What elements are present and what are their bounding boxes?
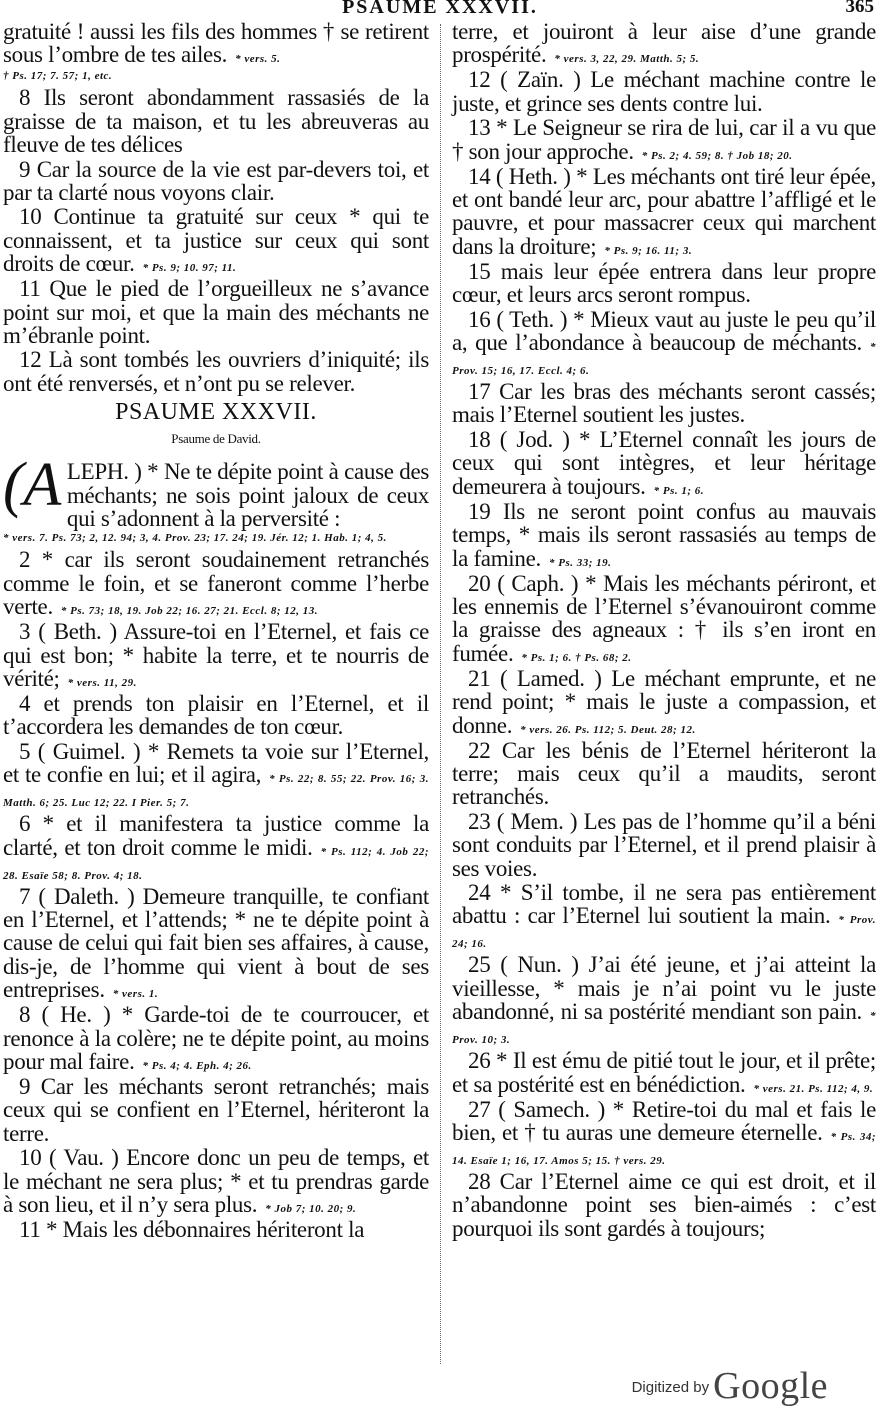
verse-text: terre, et jouiront à leur aise d’une grande prospérité. * vers. 3, 22, 29. Matth. 5; 5. [452, 19, 876, 68]
verse-text: 19 Ils ne seront point confus au mauvais temps, * mais ils seront rassasiés au temps de la famine. * Ps. 33; 19. [452, 498, 876, 571]
verse-text: 15 mais leur épée entrera dans leur propre cœur, et leurs arcs seront rompus. [452, 258, 876, 308]
verse-text: 12 Là sont tombés les ouvriers d’iniquité; ils ont été renversés, et n’ont pu se relever. [3, 347, 429, 396]
verse-text: 5 ( Guimel. ) * Remets ta voie sur l’Eternel, et te confie en lui; et il agira, * Ps. 22; 8. 55; 22. Prov. 16; 3. Matth. 6; 25. Luc 12; 22. I Pier. 5; 7. [3, 738, 429, 810]
digitized-label: Digitized by [631, 1379, 710, 1396]
verse-text: 6 * et il manifestera ta justice comme la clarté, et ton droit comme le midi. * Ps. 112; 4. Job 22; 28. Esaïe 58; 8. Prov. 4; 18. [3, 811, 429, 882]
verse-text: 9 Car la source de la vie est par-devers toi, et par ta clarté nous voyons clair. [3, 156, 429, 206]
cross-reference: * Ps. 2; 4. 59; 8. † Job 18; 20. [641, 149, 793, 162]
cross-reference: * Ps. 4; 4. Eph. 4; 26. [142, 1060, 252, 1072]
verse-text: 25 ( Nun. ) J’ai été jeune, et j’ai atteint la vieillesse, * mais je n’ai point vu le juste abandonné, ni sa postérité mendiant son pain. * Prov. 10; 3. [452, 952, 876, 1047]
verse-text: gratuité ! aussi les fils des hommes † se retirent sous l’ombre de tes ailes. * vers. 5. [3, 19, 429, 68]
psalm-subtitle: Psaume de David. [171, 430, 261, 446]
cross-reference: * Prov. 15; 16, 17. Eccl. 4; 6. [452, 341, 876, 378]
cross-reference: * vers. 3, 22, 29. Matth. 5; 5. [554, 53, 700, 66]
running-title: PSAUME XXXVII. [342, 0, 538, 18]
cross-reference: * Ps. 73; 18, 19. Job 22; 16. 27; 21. Eccl. 8; 12, 13. [60, 605, 318, 618]
cross-reference: * vers. 7. Ps. 73; 2, 12. 94; 3, 4. Prov. 23; 17. 24; 19. Jér. 12; 1. Hab. 1; 4, 5. [3, 532, 387, 545]
verse-text: 17 Car les bras des méchants seront cassés; mais l’Eternel soutient les justes. [452, 379, 876, 428]
verse-text: 22 Car les bénis de l’Eternel hériteront la terre; mais ceux qu’il a maudits, seront retranchés. [452, 737, 876, 810]
cross-reference: * Ps. 33; 19. [548, 556, 612, 569]
cross-reference: * Prov. 24; 16. [452, 914, 876, 951]
cross-reference: * Prov. 10; 3. [452, 1010, 876, 1047]
cross-reference: * Ps. 34; 14. Esaïe 1; 16, 17. Amos 5; 15. † vers. 29. [452, 1131, 876, 1167]
cross-reference: * Job 7; 10. 20; 9. [265, 1203, 357, 1216]
verse-text: 24 * S’il tombe, il ne sera pas entièrement abattu : car l’Eternel lui soutient la main. * Prov. 24; 16. [452, 879, 876, 951]
verse-text: 3 ( Beth. ) Assure-toi en l’Eternel, et fais ce qui est bon; * habite la terre, et te nourris de vérité; * vers. 11, 29. [3, 619, 429, 691]
cross-reference: * vers. 26. Ps. 112; 5. Deut. 28; 12. [520, 723, 696, 736]
cross-reference: * Ps. 1; 6. [653, 484, 705, 497]
verse-text: 9 Car les méchants seront retranchés; mais ceux qui se confient en l’Eternel, hériteront la terre. [3, 1074, 429, 1146]
verse-text: 12 ( Zaïn. ) Le méchant machine contre le juste, et grince ses dents contre lui. [452, 67, 876, 116]
cross-reference: † Ps. 17; 7. 57; 1, etc. [3, 70, 113, 83]
verse-text: 14 ( Heth. ) * Les méchants ont tiré leur épée, et ont bandé leur arc, pour abattre l’affligé et le pauvre, et pour massacrer ceux qui marchent dans la droiture; * Ps. 9; 16. 11; 3. [452, 163, 876, 259]
verse-text: 8 Ils seront abondamment rassasiés de la graisse de ta maison, et tu les abreuveras au fleuve de tes délices [3, 85, 429, 158]
cross-reference: * Ps. 22; 8. 55; 22. Prov. 16; 3. Matth. 6; 25. Luc 12; 22. I Pier. 5; 7. [3, 773, 429, 810]
cross-reference: * Ps. 112; 4. Job 22; 28. Esaïe 58; 8. Prov. 4; 18. [3, 845, 429, 882]
google-logo: Google [713, 1365, 828, 1407]
verse-text: 4 et prends ton plaisir en l’Eternel, et il t’accordera les demandes de ton cœur. [3, 690, 429, 740]
verse-text: 16 ( Teth. ) * Mieux vaut au juste le peu qu’il a, que l’abondance à beaucoup de méchants. * Prov. 15; 16, 17. Eccl. 4; 6. [452, 306, 876, 378]
first-verse [3, 451, 429, 546]
verse-text: 23 ( Mem. ) Les pas de l’homme qu’il a béni sont conduits par l’Eternel, et il prend plaisir à ses voies. [452, 808, 876, 881]
column-divider [440, 24, 441, 1364]
verse-text: 26 * Il est ému de pitié tout le jour, et il prête; et sa postérité est en bénédiction. * vers. 21. Ps. 112; 4, 9. [452, 1048, 876, 1097]
verse-text: 28 Car l’Eternel aime ce qui est droit, et il n’abandonne point ses bien-aimés : c’est pourquoi ils sont gardés à toujours; [452, 1169, 876, 1241]
digitized-by-google-watermark [632, 1364, 828, 1408]
verse-text: LEPH. ) * Ne te dépite point à cause des méchants; ne sois point jaloux de ceux qui s’adonnent à la perversité : [66, 459, 429, 531]
verse-text: 20 ( Caph. ) * Mais les méchants périront, et les ennemis de l’Eternel s’évanouiront comme la graisse des agneaux : † ils s’en iront en fumée. * Ps. 1; 6. † Ps. 68; 2. [452, 570, 876, 666]
verse-text: 11 * Mais les débonnaires hériteront la [19, 1217, 365, 1243]
verse-text: 21 ( Lamed. ) Le méchant emprunte, et ne rend point; * mais le juste a compassion, et donne. * vers. 26. Ps. 112; 5. Deut. 28; 12. [452, 665, 876, 738]
verse-text: 2 * car ils seront soudainement retranchés comme le foin, et se faneront comme l’herbe verte. * Ps. 73; 18, 19. Job 22; 16. 27; 21. Eccl. 8; 12, 13. [3, 547, 429, 620]
drop-cap: (A [3, 451, 61, 520]
verse-text: 13 * Le Seigneur se rira de lui, car il a vu que † son jour approche. * Ps. 2; 4. 59; 8. † Job 18; 20. [452, 115, 876, 164]
left-column [3, 20, 429, 1242]
cross-reference: * Ps. 9; 10. 97; 11. [142, 262, 237, 275]
cross-reference: * Ps. 1; 6. † Ps. 68; 2. [521, 651, 632, 664]
verse-text: 11 Que le pied de l’orgueilleux ne s’avance point sur moi, et que la main des méchants ne m’ébranle point. [3, 276, 429, 349]
cross-reference: * vers. 5. [235, 53, 281, 66]
page-number: 365 [845, 0, 874, 17]
cross-reference: * vers. 21. Ps. 112; 4, 9. [753, 1082, 874, 1095]
verse-text: 10 Continue ta gratuité sur ceux * qui te connaissent, et ta justice sur ceux qui sont droits de cœur. * Ps. 9; 10. 97; 11. [3, 204, 429, 277]
verse-text: 27 ( Samech. ) * Retire-toi du mal et fais le bien, et † tu auras une demeure éternelle. * Ps. 34; 14. Esaïe 1; 16, 17. Amos 5; 15. † vers. 29. [452, 1096, 876, 1167]
psalm-title: PSAUME XXXVII. [115, 399, 317, 426]
right-column [452, 20, 876, 1241]
verse-text: 7 ( Daleth. ) Demeure tranquille, te confiant en l’Eternel, et l’attends; * ne te dépite point à cause de celui qui fait bien ses affaires, à cause, dis-je, de l’homme qui vient à bout de ses entreprises. * vers. 1. [3, 883, 429, 1003]
cross-reference: * vers. 1. [112, 988, 159, 1001]
cross-reference: * Ps. 9; 16. 11; 3. [604, 244, 693, 257]
verse-text: 18 ( Jod. ) * L’Eternel connaît les jours de ceux qui sont intègres, et leur héritage demeurera à toujours. * Ps. 1; 6. [452, 426, 876, 499]
cross-reference: * vers. 11, 29. [67, 676, 137, 689]
verse-text: 8 ( He. ) * Garde-toi de te courroucer, et renonce à la colère; ne te dépite point, au moins pour mal faire. * Ps. 4; 4. Eph. 4; 26. [3, 1002, 429, 1074]
verse-text: 10 ( Vau. ) Encore donc un peu de temps, et le méchant ne sera plus; * et tu prendras garde à son lieu, et il n’y sera plus. * Job 7; 10. 20; 9. [3, 1145, 429, 1218]
